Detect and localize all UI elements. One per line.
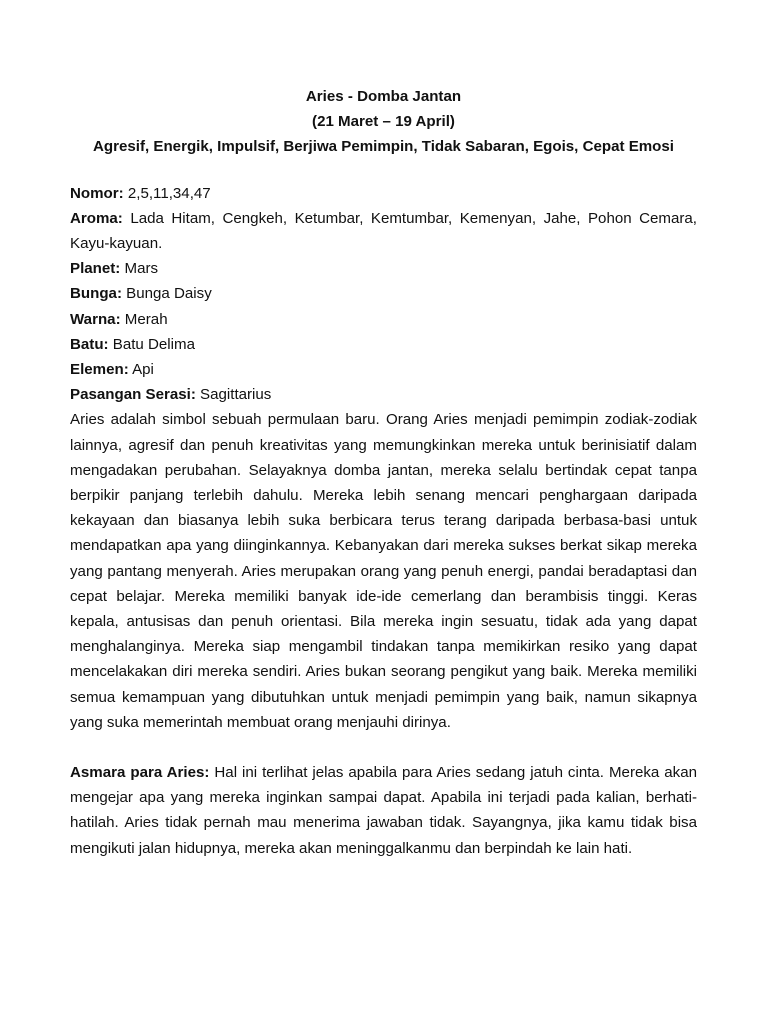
fact-value: Bunga Daisy — [121, 285, 212, 303]
date-range: (21 Maret – 19 April) — [312, 113, 455, 131]
romance-text: Hal ini terlihat jelas apabila para Aries sedang jatuh cinta. Mereka akan mengejar apa yang mereka inginkan sampai dapat. Apabila ini terjadi pada kalian, berhati-hatilah. Aries tidak pernah mau menerima jawaban tidak. Sayangnya, jika kamu tidak bisa mengikuti jalan hidupnya, mereka akan meninggalkanmu dan berpindah ke lain hati. — [70, 764, 698, 857]
fact-value: Merah — [120, 310, 168, 328]
fact-element — [70, 357, 697, 382]
facts-list — [70, 181, 697, 408]
description-paragraph: Aries adalah simbol sebuah permulaan baru. Orang Aries menjadi pemimpin zodiak-zodiak lainnya, agresif dan penuh kreativitas yang memungkinkan mereka untuk berinisiatif dalam mengadakan perubahan. Selayaknya domba jantan, mereka selalu bertindak cepat tanpa berpikir panjang terlebih dahulu. Mereka lebih senang mencari penghargaan daripada kekayaan dan biasanya lebih suka berbicara terus terang daripada berbasa-basi untuk mendapatkan apa yang diinginkannya. Kebanyakan dari mereka sukses berkat sikap mereka yang pantang menyerah. Aries merupakan orang yang penuh energi, pandai beradaptasi dan cepat belajar. Mereka memiliki banyak ide-ide cemerlang dan berambisis tinggi. Keras kepala, antusisas dan penuh orientasi. Bila mereka ingin sesuatu, tidak ada yang dapat menghalanginya. Mereka siap mengambil tindakan tanpa memikirkan resiko yang dapat mencelakakan diri mereka sendiri. Aries bukan seorang pengikut yang baik. Mereka memiliki semua kemampuan yang dibutuhkan untuk menjadi pemimpin yang baik, namun sikapnya yang suka memerintah membuat orang menjauhi dirinya. — [70, 411, 697, 731]
fact-aroma — [70, 206, 697, 256]
fact-value: Lada Hitam, Cengkeh, Ketumbar, Kemtumbar, Kemenyan, Jahe, Pohon Cemara, Kayu-kayuan. — [70, 209, 697, 253]
fact-label: Batu: — [70, 335, 109, 353]
romance-label: Asmara para Aries: — [70, 764, 210, 782]
fact-planet — [70, 256, 697, 281]
fact-color — [70, 307, 697, 332]
page-title: Aries - Domba Jantan — [305, 88, 462, 105]
fact-number — [70, 181, 697, 206]
fact-value: Mars — [120, 260, 159, 278]
traits-line: Agresif, Energik, Impulsif, Berjiwa Pemimpin, Tidak Sabaran, Egois, Cepat Emosi — [93, 138, 674, 156]
fact-match — [70, 382, 697, 407]
fact-label: Aroma: — [70, 209, 123, 227]
fact-value: Batu Delima — [108, 335, 195, 353]
fact-label: Nomor: — [70, 184, 124, 202]
fact-label: Pasangan Serasi: — [70, 386, 196, 404]
fact-label: Planet: — [70, 260, 121, 278]
fact-flower — [70, 281, 697, 306]
fact-label: Warna: — [70, 310, 121, 328]
document-page — [70, 84, 697, 861]
fact-label: Elemen: — [70, 361, 129, 379]
fact-value: Api — [128, 361, 154, 379]
fact-stone — [70, 332, 697, 357]
fact-value: 2,5,11,34,47 — [123, 184, 211, 202]
fact-label: Bunga: — [70, 285, 122, 303]
fact-value: Sagittarius — [195, 386, 272, 404]
romance-paragraph — [70, 760, 697, 861]
